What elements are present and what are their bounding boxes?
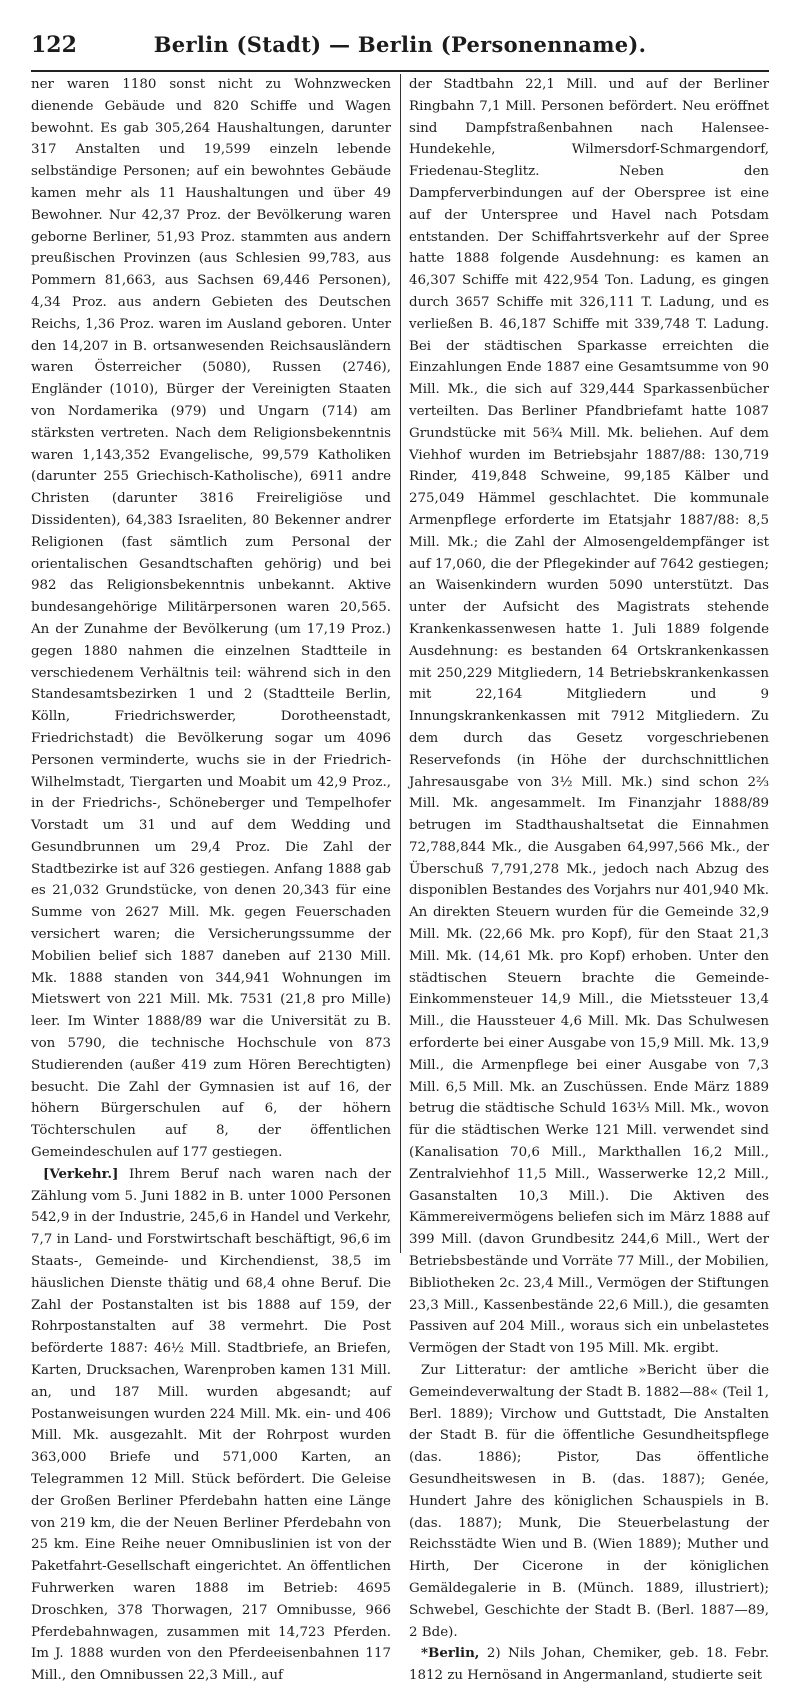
column-divider	[400, 74, 401, 1253]
left-column	[31, 74, 391, 1684]
entry-headword: *Berlin,	[421, 1645, 480, 1662]
page-number: 122	[31, 32, 77, 58]
verkehr-text: Ihrem Beruf nach waren nach der Zählung vom 5. Juni 1882 in B. unter 1000 Personen 542,9 in der Industrie, 245,6 in Handel und Verkehr, 7,7 in Land- und Forstwirtschaft beschäftigt, 96,6 im Staats-, Gemeinde- und Kirchendienst, 38,5 im häuslichen Dienste thätig und 68,4 ohne Beruf. Die Zahl der Postanstalten ist bis 1888 auf 159, der Rohrpostanstalten auf 38 vermehrt. Die Post beförderte 1887: 46½ Mill. Stadtbriefe, an Briefen, Karten, Drucksachen, Warenproben kamen 131 Mill. an, und 187 Mill. wurden abgesandt; auf Postanweisungen wurden 224 Mill. Mk. ein- und 406 Mill. Mk. ausgezahlt. Mit der Rohrpost wurden 363,000 Briefe und 571,000 Karten, an Telegrammen 12 Mill. Stück befördert. Die Geleise der Großen Berliner Pferdebahn hatten eine Länge von 219 km, die der Neuen Berliner Pferdebahn von 25 km. Eine Reihe neuer Omnibuslinien ist von der Paketfahrt-Gesellschaft eingerichtet. An öffentlichen Fuhrwerken waren 1888 im Betrieb: 4695 Droschken, 378 Thorwagen, 217 Omnibusse, 966 Pferdebahnwagen, zusammen mit 14,723 Pferden. Im J. 1888 wurden von den Pferdeeisenbahnen 117 Mill., den Omnibussen 22,3 Mill., auf	[31, 1166, 391, 1684]
right-column	[409, 74, 770, 1684]
page-header	[31, 30, 769, 64]
entry-text: 2) Nils Johan, Chemiker, geb. 18. Febr. 1812 zu Hernösand in Angermanland, studierte seit	[409, 1646, 769, 1684]
left-paragraph-verkehr	[31, 1164, 391, 1687]
right-paragraph-finance: der Stadtbahn 22,1 Mill. und auf der Berliner Ringbahn 7,1 Mill. Personen befördert. Neu eröffnet sind Dampfstraßenbahnen nach Halensee-Hundekehle, Wilmersdorf-Schmargendorf, Friedenau-Steglitz. Neben den Dampferverbindungen auf der Oberspree ist eine auf der Unterspree und Havel nach Potsdam entstanden. Der Schiffahrtsverkehr auf der Spree hatte 1888 folgende Ausdehnung: es kamen an 46,307 Schiffe mit 422,954 Ton. Ladung, es gingen durch 3657 Schiffe mit 326,111 T. Ladung, und es verließen B. 46,187 Schiffe mit 339,748 T. Ladung. Bei der städtischen Sparkasse erreichten die Einzahlungen Ende 1887 eine Gesamtsumme von 90 Mill. Mk., die sich auf 329,444 Sparkassenbücher verteilten. Das Berliner Pfandbriefamt hatte 1087 Grundstücke mit 56¾ Mill. Mk. beliehen. Auf dem Viehhof wurden im Betriebsjahr 1887/88: 130,719 Rinder, 419,848 Schweine, 99,185 Kälber und 275,049 Hämmel geschlachtet. Die kommunale Armenpflege erforderte im Etatsjahr 1887/88: 8,5 Mill. Mk.; die Zahl der Almosengeldempfänger ist auf 17,060, die der Pflegekinder auf 7642 gestiegen; an Waisenkindern wurden 5090 unterstützt. Das unter der Aufsicht des Magistrats stehende Krankenkassenwesen hatte 1. Juli 1889 folgende Ausdehnung: es bestanden 64 Ortskrankenkassen mit 250,229 Mitgliedern, 14 Betriebskrankenkassen mit 22,164 Mitgliedern und 9 Innungskrankenkassen mit 7912 Mitgliedern. Zu dem durch das Gesetz vorgeschriebenen Reservefonds (in Höhe der durchschnittlichen Jahresausgabe von 3½ Mill. Mk.) sind schon 2⅔ Mill. Mk. angesammelt. Im Finanzjahr 1888/89 betrugen im Stadthaushaltsetat die Einnahmen 72,788,844 Mk., die Ausgaben 64,997,566 Mk., der Überschuß 7,791,278 Mk., jedoch nach Abzug des disponiblen Bestandes des Vorjahrs nur 401,940 Mk. An direkten Steuern wurden für die Gemeinde 32,9 Mill. Mk. (22,66 Mk. pro Kopf), für den Staat 21,3 Mill. Mk. (14,61 Mk. pro Kopf) erhoben. Unter den städtischen Steuern brachte die Gemeinde-Einkommensteuer 14,9 Mill., die Mietssteuer 13,4 Mill., die Haussteuer 4,6 Mill. Mk. Das Schulwesen erforderte bei einer Ausgabe von 15,9 Mill. Mk. 13,9 Mill., die Armenpflege bei einer Ausgabe von 7,3 Mill. 6,5 Mill. Mk. an Zuschüssen. Ende März 1889 betrug die städtische Schuld 163⅓ Mill. Mk., wovon für die städtischen Werke 121 Mill. verwendet sind (Kanalisation 70,6 Mill., Markthallen 16,2 Mill., Zentralviehhof 11,5 Mill., Wasserwerke 12,2 Mill., Gasanstalten 10,3 Mill.). Die Aktiven des Kämmereivermögens beliefen sich im März 1888 auf 399 Mill. (davon Grundbesitz 244,6 Mill., Wert der Betriebsbestände und Vorräte 77 Mill., der Mobilien, Bibliotheken 2c. 23,4 Mill., Vermögen der Stiftungen 23,3 Mill., Kassenbestände 22,6 Mill.), die gesamten Passiven auf 204 Mill., woraus sich ein unbelastetes Vermögen der Stadt von 195 Mill. Mk. ergibt.	[409, 77, 770, 1357]
right-paragraph-literature: Zur Litteratur: der amtliche »Bericht über die Gemeindeverwaltung der Stadt B. 1882—88« (Teil 1, Berl. 1889); Virchow und Guttstadt, Die Anstalten der Stadt B. für die öffentliche Gesundheitspflege (das. 1886); Pistor, Das öffentliche Gesundheitswesen in B. (das. 1887); Genée, Hundert Jahre des königlichen Schauspiels in B. (das. 1887); Munk, Die Steuerbelastung der Reichsstädte Wien und B. (Wien 1889); Muther und Hirth, Der Cicerone in der königlichen Gemäldegalerie in B. (Münch. 1889, illustriert); Schwebel, Geschichte der Stadt B. (Berl. 1887—89, 2 Bde).	[409, 1363, 769, 1640]
running-title: Berlin (Stadt) — Berlin (Personenname).	[153, 32, 647, 57]
header-rule	[31, 70, 769, 72]
left-paragraph-population: ner waren 1180 sonst nicht zu Wohnzwecken dienende Gebäude und 820 Schiffe und Wagen bewohnt. Es gab 305,264 Haushaltungen, darunter 317 Anstalten und 19,599 einzeln lebende selbständige Personen; auf ein bewohntes Gebäude kamen mehr als 11 Haushaltungen und über 49 Bewohner. Nur 42,37 Proz. der Bevölkerung waren geborne Berliner, 51,93 Proz. stammten aus andern preußischen Provinzen (aus Schlesien 99,783, aus Pommern 81,663, aus Sachsen 69,446 Personen), 4,34 Proz. aus andern Gebieten des Deutschen Reichs, 1,36 Proz. waren im Ausland geboren. Unter den 14,207 in B. ortsanwesenden Reichsausländern waren Österreicher (5080), Russen (2746), Engländer (1010), Bürger der Vereinigten Staaten von Nordamerika (979) und Ungarn (714) am stärksten vertreten. Nach dem Religionsbekenntnis waren 1,143,352 Evangelische, 99,579 Katholiken (darunter 255 Griechisch-Katholische), 6911 andre Christen (darunter 3816 Freireligiöse und Dissidenten), 64,383 Israeliten, 80 Bekenner andrer Religionen (fast sämtlich zum Personal der orientalischen Gesandtschaften gehörig) und bei 982 das Religionsbekenntnis unbekannt. Aktive bundesangehörige Militärpersonen waren 20,565. An der Zunahme der Bevölkerung (um 17,19 Proz.) gegen 1880 nahmen die einzelnen Stadtteile in verschiedenem Verhältnis teil: während sich in den Standesamtsbezirken 1 und 2 (Stadtteile Berlin, Kölln, Friedrichswerder, Dorotheenstadt, Friedrichstadt) die Bevölkerung sogar um 4096 Personen verminderte, wuchs sie in der Friedrich-Wilhelmstadt, Tiergarten und Moabit um 42,9 Proz., in der Friedrichs-, Schöneberger und Tempelhofer Vorstadt um 31 und auf dem Wedding und Gesundbrunnen um 29,4 Proz. Die Zahl der Stadtbezirke ist auf 326 gestiegen. Anfang 1888 gab es 21,032 Grundstücke, von denen 20,343 für eine Summe von 2627 Mill. Mk. gegen Feuerschaden versichert waren; die Versicherungssumme der Mobilien belief sich 1887 daneben auf 2130 Mill. Mk. 1888 standen von 344,941 Wohnungen im Mietswert von 221 Mill. Mk. 7531 (21,8 pro Mille) leer. Im Winter 1888/89 war die Universität zu B. von 5790, die technische Hochschule von 873 Studierenden (außer 419 zum Hören Berechtigten) besucht. Die Zahl der Gymnasien ist auf 16, der höhern Bürgerschulen auf 6, der höhern Töchterschulen auf 8, der öffentlichen Gemeindeschulen auf 177 gestiegen.	[31, 77, 391, 1161]
section-label-verkehr: [Verkehr.]	[43, 1165, 119, 1182]
right-paragraph-berlin-nils	[409, 1643, 769, 1687]
